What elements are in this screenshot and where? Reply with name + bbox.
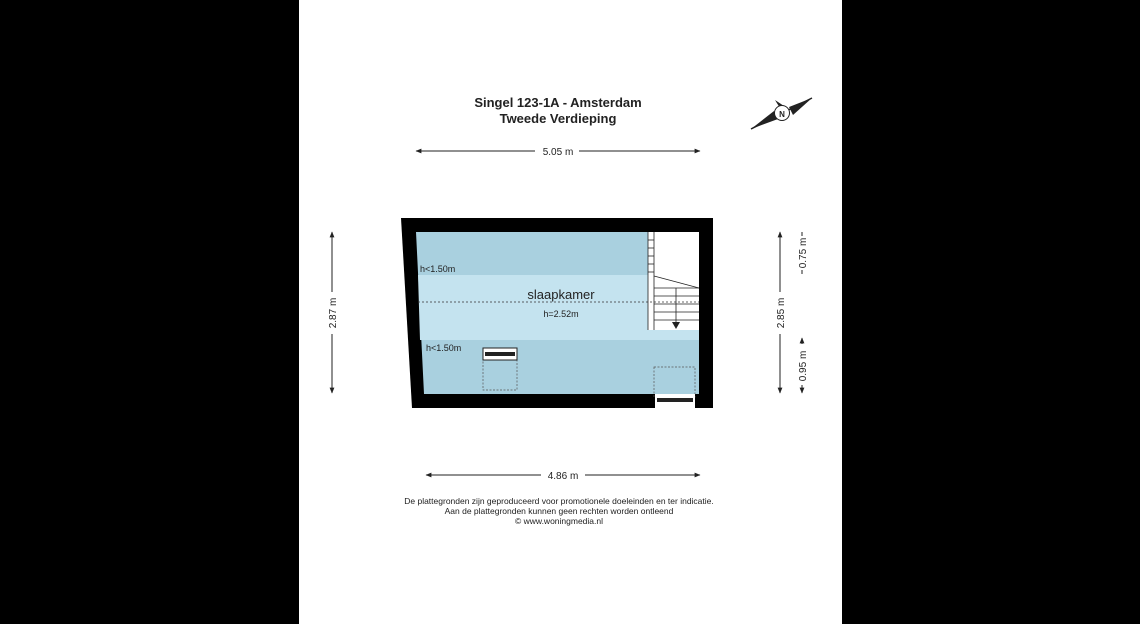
disclaimer-line-1: De plattegronden zijn geproduceerd voor promotionele doeleinden en ter indicatie. — [404, 496, 714, 506]
dimension-top-label: 5.05 m — [542, 147, 574, 158]
dimension-right-bottom-segment — [798, 338, 809, 393]
dimension-left-label: 2.87 m — [328, 297, 339, 329]
dimension-right-top-label: 0.75 m — [798, 237, 809, 269]
floor-plan — [401, 218, 713, 408]
floorplan-drawing — [299, 0, 842, 624]
zone-top-label: h<1.50m — [420, 264, 456, 274]
dimension-top — [416, 147, 700, 158]
floor-title: Tweede Verdieping — [499, 111, 617, 126]
room-name: slaapkamer — [527, 287, 595, 302]
compass-label: N — [779, 110, 785, 119]
disclaimer-line-2: Aan de plattegronden kunnen geen rechten worden ontleend — [444, 506, 674, 516]
disclaimer-copyright: © www.woningmedia.nl — [515, 516, 603, 526]
dimension-left — [328, 232, 339, 393]
address-title: Singel 123-1A - Amsterdam — [474, 95, 642, 110]
floorplan-page — [299, 0, 842, 624]
dimension-right — [776, 232, 787, 393]
dimension-bottom-label: 4.86 m — [547, 471, 579, 482]
zone-bottom-label: h<1.50m — [426, 343, 462, 353]
dimension-right-top-segment — [798, 232, 809, 274]
dimension-right-bottom-label: 0.95 m — [798, 350, 809, 382]
dimension-right-label: 2.85 m — [776, 297, 787, 329]
dimension-bottom — [426, 471, 700, 482]
room-height: h=2.52m — [543, 309, 579, 319]
compass-icon — [751, 98, 812, 129]
